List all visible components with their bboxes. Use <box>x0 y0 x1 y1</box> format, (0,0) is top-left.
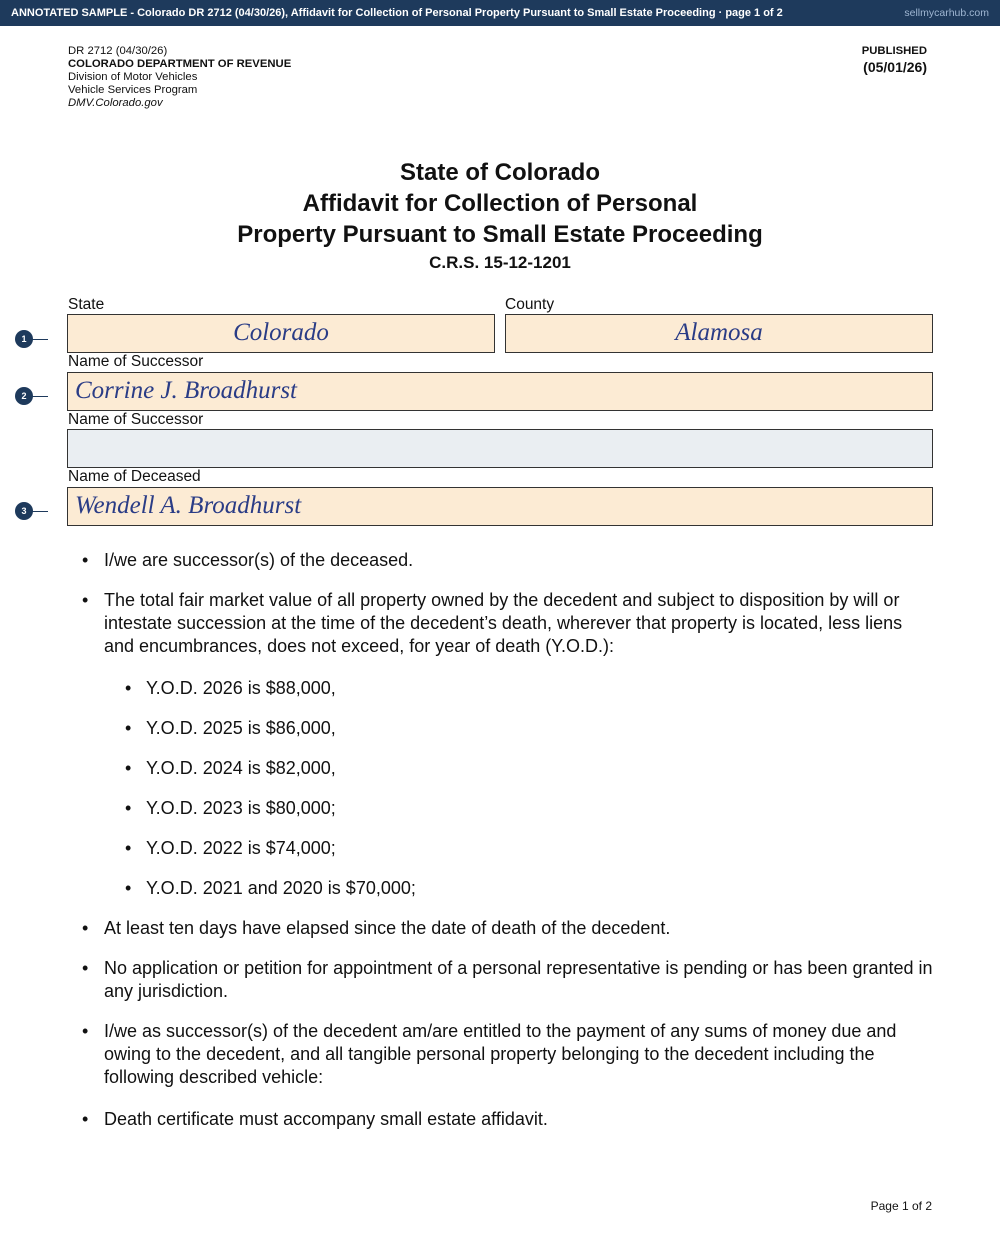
program-name: Vehicle Services Program <box>68 84 198 96</box>
bullet-dot: • <box>125 718 132 738</box>
yod-text: Y.O.D. 2022 is $74,000; <box>146 838 336 858</box>
annotation-banner <box>0 0 1000 26</box>
published-date: (05/01/26) <box>863 59 927 75</box>
bullet-dot: • <box>125 838 132 858</box>
yod-text: Y.O.D. 2021 and 2020 is $70,000; <box>146 878 416 898</box>
successor-1-label: Name of Successor <box>68 353 204 370</box>
annotation-marker-3: 3 <box>15 502 33 520</box>
form-id: DR 2712 (04/30/26) <box>68 45 168 57</box>
annotation-marker-2: 2 <box>15 387 33 405</box>
bullet-text: I/we as successor(s) of the decedent am/are entitled to the payment of any sums of money due and owing to the decedent, and all tangible personal property belonging to the decedent including the following described vehicle: <box>104 1021 897 1087</box>
bullet-text: Death certificate must accompany small estate affidavit. <box>104 1109 548 1129</box>
annotation-marker-3-line <box>32 511 48 512</box>
document-title <box>0 157 1000 276</box>
yod-item <box>125 717 336 740</box>
successor-1-field[interactable]: Corrine J. Broadhurst <box>67 372 933 411</box>
yod-item <box>125 757 336 780</box>
bullet-dot: • <box>125 798 132 818</box>
form-header <box>68 45 291 110</box>
yod-item <box>125 877 416 900</box>
bullet-successor-statement <box>82 549 934 572</box>
bullet-dot: • <box>125 678 132 698</box>
title-line-1: State of Colorado <box>399 159 600 186</box>
page-number: Page 1 of 2 <box>870 1199 932 1213</box>
yod-item <box>125 677 336 700</box>
yod-item <box>125 797 336 820</box>
annotation-marker-1: 1 <box>15 330 33 348</box>
bullet-dot: • <box>82 550 89 570</box>
bullet-dot: • <box>82 1109 89 1129</box>
title-line-2: Affidavit for Collection of Personal <box>302 190 698 217</box>
state-field[interactable]: Colorado <box>67 314 495 353</box>
bullet-text: The total fair market value of all property owned by the decedent and subject to disposition by will or intestate succession at the time of the decedent’s death, wherever that property is located, less liens and encumbrances, does not exceed, for year of death (Y.O.D.): <box>104 590 903 656</box>
successor-2-label: Name of Successor <box>68 411 204 428</box>
yod-text: Y.O.D. 2026 is $88,000, <box>146 678 336 698</box>
bullet-text: No application or petition for appointment of a personal representative is pending or has been granted in any jurisdiction. <box>104 958 933 1001</box>
deceased-field[interactable]: Wendell A. Broadhurst <box>67 487 933 526</box>
bullet-dot: • <box>125 758 132 778</box>
bullet-dot: • <box>82 590 89 610</box>
division-name: Division of Motor Vehicles <box>68 71 198 83</box>
bullet-entitlement <box>82 1020 934 1089</box>
bullet-ten-days <box>82 917 934 940</box>
bullet-death-certificate <box>82 1108 934 1131</box>
county-field[interactable]: Alamosa <box>505 314 933 353</box>
department-name: COLORADO DEPARTMENT OF REVENUE <box>68 58 292 70</box>
published-block <box>862 45 927 75</box>
yod-item <box>125 837 336 860</box>
bullet-text: At least ten days have elapsed since the date of death of the decedent. <box>104 918 671 938</box>
bullet-dot: • <box>82 1021 89 1041</box>
bullet-dot: • <box>82 918 89 938</box>
bullet-dot: • <box>125 878 132 898</box>
yod-text: Y.O.D. 2024 is $82,000, <box>146 758 336 778</box>
county-label: County <box>505 296 555 313</box>
yod-text: Y.O.D. 2023 is $80,000; <box>146 798 336 818</box>
yod-text: Y.O.D. 2025 is $86,000, <box>146 718 336 738</box>
published-label: PUBLISHED <box>861 45 927 57</box>
annotation-marker-1-line <box>32 339 48 340</box>
annotation-marker-2-line <box>32 396 48 397</box>
deceased-label: Name of Deceased <box>68 468 201 485</box>
bullet-dot: • <box>82 958 89 978</box>
banner-text: ANNOTATED SAMPLE - Colorado DR 2712 (04/30/26), Affidavit for Collection of Personal Property Pursuant to Small Estate Proceeding · page 1 of 2 <box>11 7 783 19</box>
title-line-3: Property Pursuant to Small Estate Proceeding <box>237 221 763 248</box>
bullet-no-application <box>82 957 934 1003</box>
statute-reference: C.R.S. 15-12-1201 <box>429 253 571 272</box>
banner-site[interactable]: sellmycarhub.com <box>904 7 989 19</box>
dmv-website: DMV.Colorado.gov <box>68 97 163 109</box>
state-label: State <box>68 296 105 313</box>
successor-2-field[interactable] <box>67 429 933 468</box>
bullet-text: I/we are successor(s) of the deceased. <box>104 550 414 570</box>
bullet-fair-market-value <box>82 589 934 658</box>
